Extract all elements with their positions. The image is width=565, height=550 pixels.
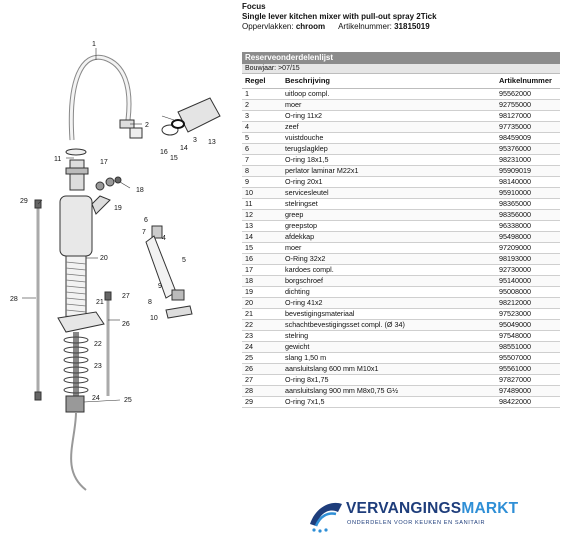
logo-tagline: ONDERDELEN VOOR KEUKEN EN SANITAIR [347, 520, 486, 526]
table-row [242, 275, 560, 286]
row-beschrijving: aansluitslang 900 mm M8x0,75 G½ [282, 385, 496, 396]
table-row [242, 121, 560, 132]
vervangingsmarkt-logo [306, 492, 556, 536]
parts-table-body [242, 88, 560, 407]
callout-27: 27 [122, 293, 130, 300]
row-beschrijving: moer [282, 242, 496, 253]
row-regel: 14 [242, 231, 282, 242]
row-artikelnummer: 95498000 [496, 231, 560, 242]
row-regel: 26 [242, 363, 282, 374]
row-regel: 24 [242, 341, 282, 352]
table-row [242, 396, 560, 407]
row-artikelnummer: 95049000 [496, 319, 560, 330]
parts-list-title: Reserveonderdelenlijst [242, 52, 560, 64]
shower-head-icon [306, 494, 346, 534]
callout-13: 13 [208, 139, 216, 146]
row-artikelnummer: 95561000 [496, 363, 560, 374]
row-regel: 10 [242, 187, 282, 198]
callout-4: 4 [162, 235, 166, 242]
table-row [242, 253, 560, 264]
callout-2: 2 [145, 122, 149, 129]
row-artikelnummer: 98356000 [496, 209, 560, 220]
row-regel: 3 [242, 110, 282, 121]
row-beschrijving: O-ring 41x2 [282, 297, 496, 308]
row-regel: 2 [242, 99, 282, 110]
parts-table-header [242, 74, 560, 88]
article-label: Artikelnummer: [338, 22, 392, 31]
callout-24: 24 [92, 395, 100, 402]
row-regel: 19 [242, 286, 282, 297]
row-regel: 8 [242, 165, 282, 176]
table-row [242, 154, 560, 165]
row-beschrijving: O-ring 20x1 [282, 176, 496, 187]
row-regel: 20 [242, 297, 282, 308]
document-header [242, 2, 560, 32]
row-beschrijving: borgschroef [282, 275, 496, 286]
table-row [242, 143, 560, 154]
callout-15: 15 [170, 155, 178, 162]
row-beschrijving: perlator laminar M22x1 [282, 165, 496, 176]
table-row [242, 187, 560, 198]
row-artikelnummer: 98365000 [496, 198, 560, 209]
row-beschrijving: afdekkap [282, 231, 496, 242]
row-beschrijving: moer [282, 99, 496, 110]
row-regel: 16 [242, 253, 282, 264]
callout-22: 22 [94, 341, 102, 348]
row-artikelnummer: 97827000 [496, 374, 560, 385]
table-row [242, 341, 560, 352]
table-row [242, 286, 560, 297]
table-row [242, 176, 560, 187]
table-row [242, 231, 560, 242]
row-regel: 13 [242, 220, 282, 231]
row-artikelnummer: 95376000 [496, 143, 560, 154]
callout-3: 3 [193, 137, 197, 144]
table-row [242, 319, 560, 330]
row-beschrijving: slang 1,50 m [282, 352, 496, 363]
article-value: 31815019 [394, 22, 430, 31]
row-artikelnummer: 95909019 [496, 165, 560, 176]
row-regel: 5 [242, 132, 282, 143]
callout-6: 6 [144, 217, 148, 224]
row-artikelnummer: 97735000 [496, 121, 560, 132]
row-regel: 7 [242, 154, 282, 165]
row-beschrijving: dichting [282, 286, 496, 297]
table-row [242, 220, 560, 231]
row-artikelnummer: 92730000 [496, 264, 560, 275]
parts-list [242, 52, 560, 408]
row-regel: 11 [242, 198, 282, 209]
row-regel: 17 [242, 264, 282, 275]
row-regel: 6 [242, 143, 282, 154]
column-header-artikelnummer: Artikelnummer [496, 74, 560, 88]
row-artikelnummer: 98127000 [496, 110, 560, 121]
table-row [242, 363, 560, 374]
row-regel: 21 [242, 308, 282, 319]
exploded-view-diagram [0, 0, 240, 550]
row-regel: 18 [242, 275, 282, 286]
row-artikelnummer: 92755000 [496, 99, 560, 110]
table-row [242, 99, 560, 110]
row-beschrijving: gewicht [282, 341, 496, 352]
row-regel: 4 [242, 121, 282, 132]
row-regel: 25 [242, 352, 282, 363]
row-artikelnummer: 98193000 [496, 253, 560, 264]
callout-11: 11 [54, 156, 62, 163]
build-year-value: >07/15 [278, 65, 300, 72]
row-artikelnummer: 97209000 [496, 242, 560, 253]
row-beschrijving: O-ring 7x1,5 [282, 396, 496, 407]
table-row [242, 330, 560, 341]
row-artikelnummer: 97548000 [496, 330, 560, 341]
callout-25: 25 [124, 397, 132, 404]
row-artikelnummer: 98212000 [496, 297, 560, 308]
surface-value: chroom [295, 22, 326, 31]
row-artikelnummer: 98140000 [496, 176, 560, 187]
logo-word-light: MARKT [461, 500, 519, 517]
table-row [242, 308, 560, 319]
callout-10: 10 [150, 315, 158, 322]
build-year [242, 64, 560, 74]
row-regel: 28 [242, 385, 282, 396]
row-beschrijving: O-Ring 32x2 [282, 253, 496, 264]
row-beschrijving: greep [282, 209, 496, 220]
callout-26: 26 [122, 321, 130, 328]
logo-word-dark: VERVANGINGS [346, 500, 462, 517]
table-row [242, 352, 560, 363]
row-beschrijving: O-ring 18x1,5 [282, 154, 496, 165]
callout-16: 16 [160, 149, 168, 156]
row-artikelnummer: 97489000 [496, 385, 560, 396]
row-artikelnummer: 95562000 [496, 88, 560, 99]
row-regel: 12 [242, 209, 282, 220]
row-regel: 1 [242, 88, 282, 99]
row-regel: 9 [242, 176, 282, 187]
callout-14: 14 [180, 145, 188, 152]
row-artikelnummer: 95140000 [496, 275, 560, 286]
callout-20: 20 [100, 255, 108, 262]
row-beschrijving: greepstop [282, 220, 496, 231]
row-regel: 23 [242, 330, 282, 341]
product-brand: Focus [242, 2, 266, 11]
row-artikelnummer: 95910000 [496, 187, 560, 198]
row-beschrijving: O-ring 11x2 [282, 110, 496, 121]
parts-table [242, 74, 560, 408]
row-artikelnummer: 95507000 [496, 352, 560, 363]
table-row [242, 385, 560, 396]
row-beschrijving: terugslagklep [282, 143, 496, 154]
table-row [242, 88, 560, 99]
callout-21: 21 [96, 299, 104, 306]
logo-wordmark [346, 500, 518, 518]
row-beschrijving: zeef [282, 121, 496, 132]
row-beschrijving: schachtbevestigingsset compl. (Ø 34) [282, 319, 496, 330]
column-header-regel: Regel [242, 74, 282, 88]
row-beschrijving: bevestigingsmateriaal [282, 308, 496, 319]
callout-28: 28 [10, 296, 18, 303]
surface-label: Oppervlakken: [242, 22, 294, 31]
row-artikelnummer: 97523000 [496, 308, 560, 319]
callout-17: 17 [100, 159, 108, 166]
column-header-beschrijving: Beschrijving [282, 74, 496, 88]
row-beschrijving: aansluitslang 600 mm M10x1 [282, 363, 496, 374]
row-regel: 15 [242, 242, 282, 253]
row-beschrijving: O-ring 8x1,75 [282, 374, 496, 385]
table-row [242, 209, 560, 220]
table-row [242, 242, 560, 253]
table-row [242, 198, 560, 209]
product-meta [242, 22, 560, 32]
callout-1: 1 [92, 41, 96, 48]
row-regel: 22 [242, 319, 282, 330]
row-beschrijving: vuistdouche [282, 132, 496, 143]
table-row [242, 264, 560, 275]
row-regel: 27 [242, 374, 282, 385]
row-beschrijving: uitloop compl. [282, 88, 496, 99]
table-row [242, 110, 560, 121]
row-beschrijving: stelring [282, 330, 496, 341]
callout-18: 18 [136, 187, 144, 194]
row-regel: 29 [242, 396, 282, 407]
row-artikelnummer: 95008000 [496, 286, 560, 297]
row-artikelnummer: 98231000 [496, 154, 560, 165]
build-year-label: Bouwjaar: [245, 65, 277, 72]
row-beschrijving: stelringset [282, 198, 496, 209]
row-artikelnummer: 98422000 [496, 396, 560, 407]
callout-7: 7 [142, 229, 146, 236]
row-artikelnummer: 96338000 [496, 220, 560, 231]
table-row [242, 374, 560, 385]
callout-29: 29 [20, 198, 28, 205]
table-row [242, 297, 560, 308]
table-row [242, 165, 560, 176]
callout-8: 8 [148, 299, 152, 306]
row-beschrijving: kardoes compl. [282, 264, 496, 275]
row-artikelnummer: 98459009 [496, 132, 560, 143]
table-row [242, 132, 560, 143]
callout-9: 9 [158, 283, 162, 290]
callout-5: 5 [182, 257, 186, 264]
row-beschrijving: servicesleutel [282, 187, 496, 198]
row-artikelnummer: 98551000 [496, 341, 560, 352]
product-title: Single lever kitchen mixer with pull-out spray 2Tick [242, 12, 437, 21]
callout-19: 19 [114, 205, 122, 212]
callout-23: 23 [94, 363, 102, 370]
